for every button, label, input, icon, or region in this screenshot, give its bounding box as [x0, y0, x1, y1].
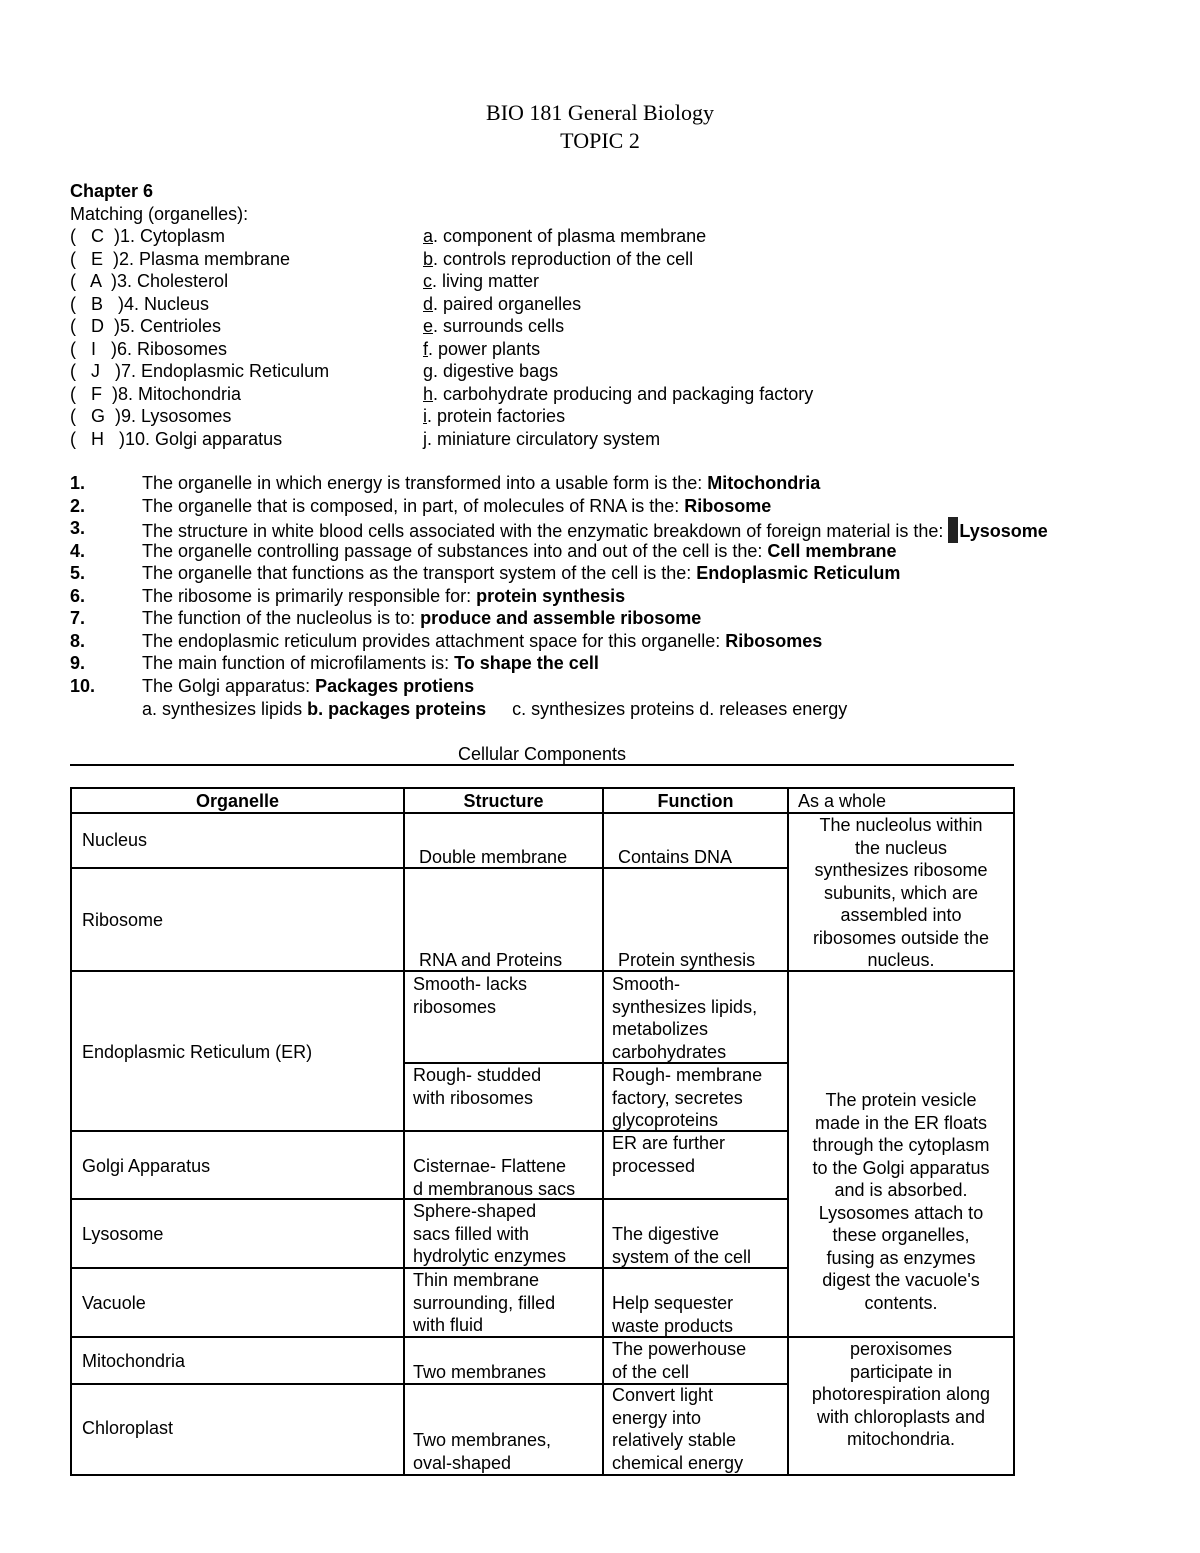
document-subtitle: TOPIC 2: [560, 128, 640, 153]
question-text: The structure in white blood cells associated with the enzymatic breakdown of foreign material is the:: [142, 521, 949, 541]
function-chloroplast: Convert light energy into relatively stable chemical energy: [612, 1385, 744, 1473]
document-title: BIO 181 General Biology: [486, 100, 714, 125]
definition-text: . miniature circulatory system: [427, 428, 661, 449]
structure-golgi: Cisternae- Flattene d membranous sacs: [413, 1156, 576, 1199]
matching-item: ( A )3. Cholesterol: [70, 271, 229, 291]
definition-letter: d: [423, 293, 434, 314]
question-answer: Ribosome: [684, 495, 772, 516]
organelle-chloroplast: Chloroplast: [82, 1418, 174, 1438]
q10-option-cd: c. synthesizes proteins d. releases energy: [512, 699, 848, 719]
question-number: 7.: [70, 608, 86, 628]
matching-item: ( I )6. Ribosomes: [70, 338, 228, 359]
function-er-rough: Rough- membrane factory, secretes glycoproteins: [612, 1065, 763, 1130]
structure-vacuole: Thin membrane surrounding, filled with fluid: [413, 1270, 556, 1335]
question-answer: produce and assemble ribosome: [420, 608, 702, 628]
definition-letter: a: [423, 226, 434, 246]
definition-letter: h: [423, 383, 434, 404]
definition-letter: f: [423, 338, 429, 359]
structure-er-smooth: Smooth- lacks ribosomes: [413, 974, 528, 1017]
matching-item: ( D )5. Centrioles: [70, 316, 222, 336]
question-number: 9.: [70, 653, 86, 673]
definition-letter: j: [423, 428, 427, 449]
question-text: The Golgi apparatus:: [142, 675, 316, 696]
matching-item: ( E )2. Plasma membrane: [70, 248, 291, 269]
question-text: The organelle that functions as the transport system of the cell is the:: [142, 563, 697, 583]
organelle-nucleus: Nucleus: [82, 830, 148, 850]
definition-text: . component of plasma membrane: [433, 226, 707, 246]
col-header-as-a-whole: As a whole: [798, 791, 887, 811]
col-header-structure: Structure: [463, 791, 544, 811]
definition-text: . paired organelles: [433, 293, 582, 314]
definition-text: . protein factories: [427, 406, 566, 426]
organelle-lysosome: Lysosome: [82, 1224, 164, 1244]
definition-text: . surrounds cells: [433, 316, 565, 336]
organelle-er: Endoplasmic Reticulum (ER): [82, 1042, 313, 1062]
definition-letter: b: [423, 248, 434, 269]
structure-ribosome: RNA and Proteins: [419, 950, 563, 970]
organelle-mitochondria: Mitochondria: [82, 1351, 186, 1371]
question-number: 2.: [70, 495, 86, 516]
function-mitochondria: The powerhouse of the cell: [612, 1339, 747, 1382]
function-vacuole: Help sequester waste products: [612, 1293, 734, 1336]
matching-item: ( H )10. Golgi apparatus: [70, 428, 283, 449]
question-answer: protein synthesis: [476, 585, 626, 606]
question-answer: Endoplasmic Reticulum: [696, 563, 901, 583]
matching-label: Matching (organelles):: [70, 204, 249, 224]
function-lysosome: The digestive system of the cell: [612, 1224, 752, 1267]
col-header-function: Function: [657, 791, 734, 811]
question-text: The organelle that is composed, in part, of molecules of RNA is the:: [142, 495, 685, 516]
question-text: The endoplasmic reticulum provides attachment space for this organelle:: [142, 630, 726, 651]
matching-item: ( C )1. Cytoplasm: [70, 226, 226, 246]
question-text: The main function of microfilaments is:: [142, 653, 455, 673]
matching-item: ( B )4. Nucleus: [70, 293, 210, 314]
question-number: 3.: [70, 518, 86, 538]
function-er-smooth: Smooth- synthesizes lipids, metabolizes carbohydrates: [612, 974, 758, 1062]
question-answer: Cell membrane: [767, 540, 897, 561]
definition-letter: e: [423, 316, 434, 336]
definition-text: . digestive bags: [433, 361, 559, 381]
question-number: 10.: [70, 675, 96, 696]
definition-text: . living matter: [432, 271, 540, 291]
structure-nucleus: Double membrane: [419, 847, 568, 867]
as-a-whole-peroxisomes: peroxisomes participate in photorespiration along with chloroplasts and mitochondria.: [811, 1339, 991, 1449]
question-answer: Mitochondria: [707, 473, 821, 493]
structure-er-rough: Rough- studded with ribosomes: [413, 1065, 542, 1108]
function-golgi: ER are further processed: [612, 1133, 726, 1176]
q10-option-a: a. synthesizes lipids: [142, 699, 308, 719]
q10-option-b: b. packages proteins: [307, 699, 487, 719]
function-nucleus: Contains DNA: [618, 847, 733, 867]
function-ribosome: Protein synthesis: [618, 950, 756, 970]
question-answer: Packages protiens: [315, 675, 475, 696]
definition-text: . controls reproduction of the cell: [433, 248, 694, 269]
matching-item: ( F )8. Mitochondria: [70, 383, 242, 404]
question-answer: Ribosomes: [725, 630, 823, 651]
question-text: The function of the nucleolus is to:: [142, 608, 421, 628]
table-caption: Cellular Components: [457, 744, 627, 764]
definition-letter: g: [423, 361, 434, 381]
question-number: 8.: [70, 630, 86, 651]
structure-chloroplast: Two membranes, oval-shaped: [413, 1430, 552, 1473]
question-text: The organelle in which energy is transformed into a usable form is the:: [142, 473, 708, 493]
question-text: The ribosome is primarily responsible for:: [142, 585, 477, 606]
definition-letter: i: [423, 406, 427, 426]
chapter-heading: Chapter 6: [70, 181, 154, 201]
structure-lysosome: Sphere-shaped sacs filled with hydrolytic enzymes: [413, 1201, 567, 1266]
question-text: The organelle controlling passage of substances into and out of the cell is the:: [142, 540, 768, 561]
definition-letter: c: [423, 271, 432, 291]
question-number: 1.: [70, 473, 86, 493]
as-a-whole-vesicle: The protein vesicle made in the ER floats through the cytoplasm to the Golgi apparatus and is absorbed. Lysosomes attach to these organelles, fusing as enzymes digest the vacuole's contents.: [812, 1090, 990, 1313]
organelle-ribosome: Ribosome: [82, 910, 164, 930]
col-header-organelle: Organelle: [195, 791, 280, 811]
structure-mitochondria: Two membranes: [413, 1362, 547, 1382]
definition-text: . power plants: [428, 338, 541, 359]
organelle-golgi: Golgi Apparatus: [82, 1156, 211, 1176]
as-a-whole-nucleolus: The nucleolus within the nucleus synthesizes ribosome subunits, which are assembled into ribosomes outside the nucleus.: [812, 815, 990, 970]
question-number: 6.: [70, 585, 86, 606]
organelle-vacuole: Vacuole: [82, 1293, 146, 1313]
question-answer: To shape the cell: [454, 653, 599, 673]
definition-text: . carbohydrate producing and packaging factory: [433, 383, 814, 404]
question-answer: Lysosome: [959, 521, 1048, 541]
question-number: 5.: [70, 563, 86, 583]
matching-item: ( G )9. Lysosomes: [70, 406, 232, 426]
matching-item: ( J )7. Endoplasmic Reticulum: [70, 361, 330, 381]
question-number: 4.: [70, 540, 86, 561]
